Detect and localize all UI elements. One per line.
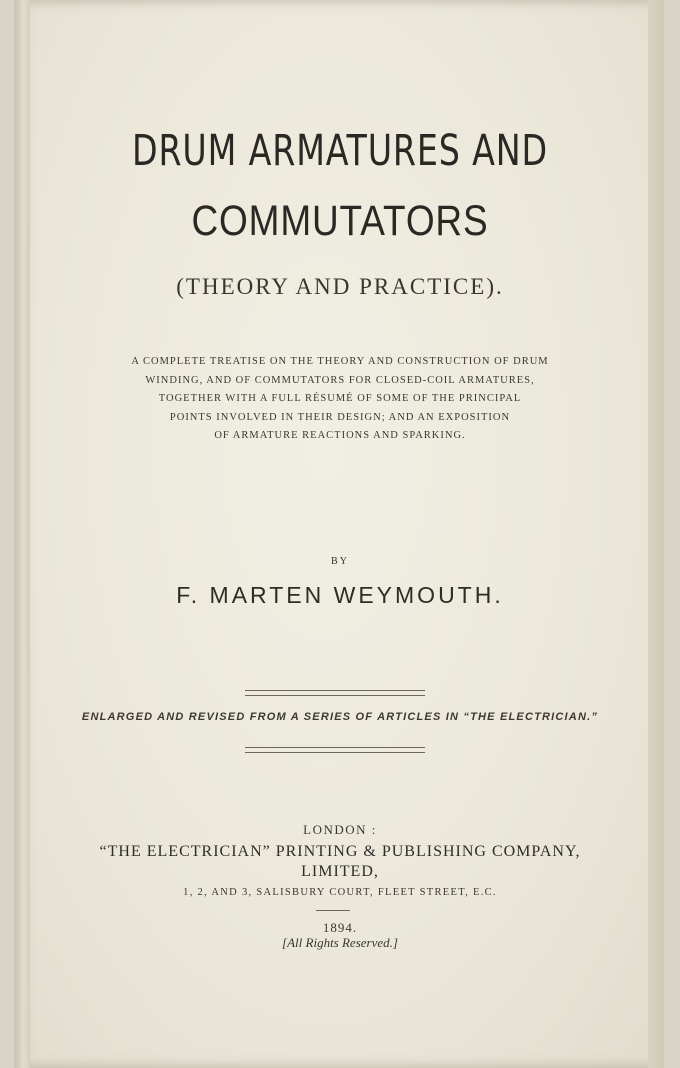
imprint-year: 1894. <box>322 920 358 935</box>
short-divider <box>316 910 350 911</box>
edition-note: ENLARGED AND REVISED FROM A SERIES OF ARTICLES IN “THE ELECTRICIAN.” <box>81 711 599 723</box>
book-subtitle: (THEORY AND PRACTICE). <box>176 274 504 299</box>
description-line: POINTS INVOLVED IN THEIR DESIGN; AND AN EXPOSITION <box>169 411 511 423</box>
description-line: WINDING, AND OF COMMUTATORS FOR CLOSED-COIL ARMATURES, <box>145 374 535 386</box>
double-rule-bottom <box>245 747 425 753</box>
author-name: F. MARTEN WEYMOUTH. <box>176 582 504 608</box>
imprint-address: 1, 2, AND 3, SALISBURY COURT, FLEET STREET, E.C. <box>183 887 497 898</box>
by-label: BY <box>331 556 349 567</box>
publisher-line-1: “THE ELECTRICIAN” PRINTING & PUBLISHING COMPANY, <box>99 843 581 860</box>
book-description <box>90 353 590 446</box>
description-line: OF ARMATURE REACTIONS AND SPARKING. <box>214 430 466 441</box>
rights-notice: [All Rights Reserved.] <box>282 935 398 950</box>
publisher-line-2: LIMITED, <box>301 863 379 880</box>
book-title-line-2: COMMUTATORS <box>191 197 489 245</box>
imprint-city: LONDON : <box>303 822 377 837</box>
description-line: A COMPLETE TREATISE ON THE THEORY AND CONSTRUCTION OF DRUM <box>131 356 549 367</box>
book-spine-edge <box>14 0 30 1068</box>
description-line: TOGETHER WITH A FULL RÉSUMÉ OF SOME OF THE PRINCIPAL <box>158 393 522 404</box>
page-right-edge <box>648 0 664 1068</box>
double-rule-top <box>245 690 425 696</box>
book-title-line-1: DRUM ARMATURES AND <box>131 126 549 176</box>
imprint-publisher <box>0 842 680 882</box>
